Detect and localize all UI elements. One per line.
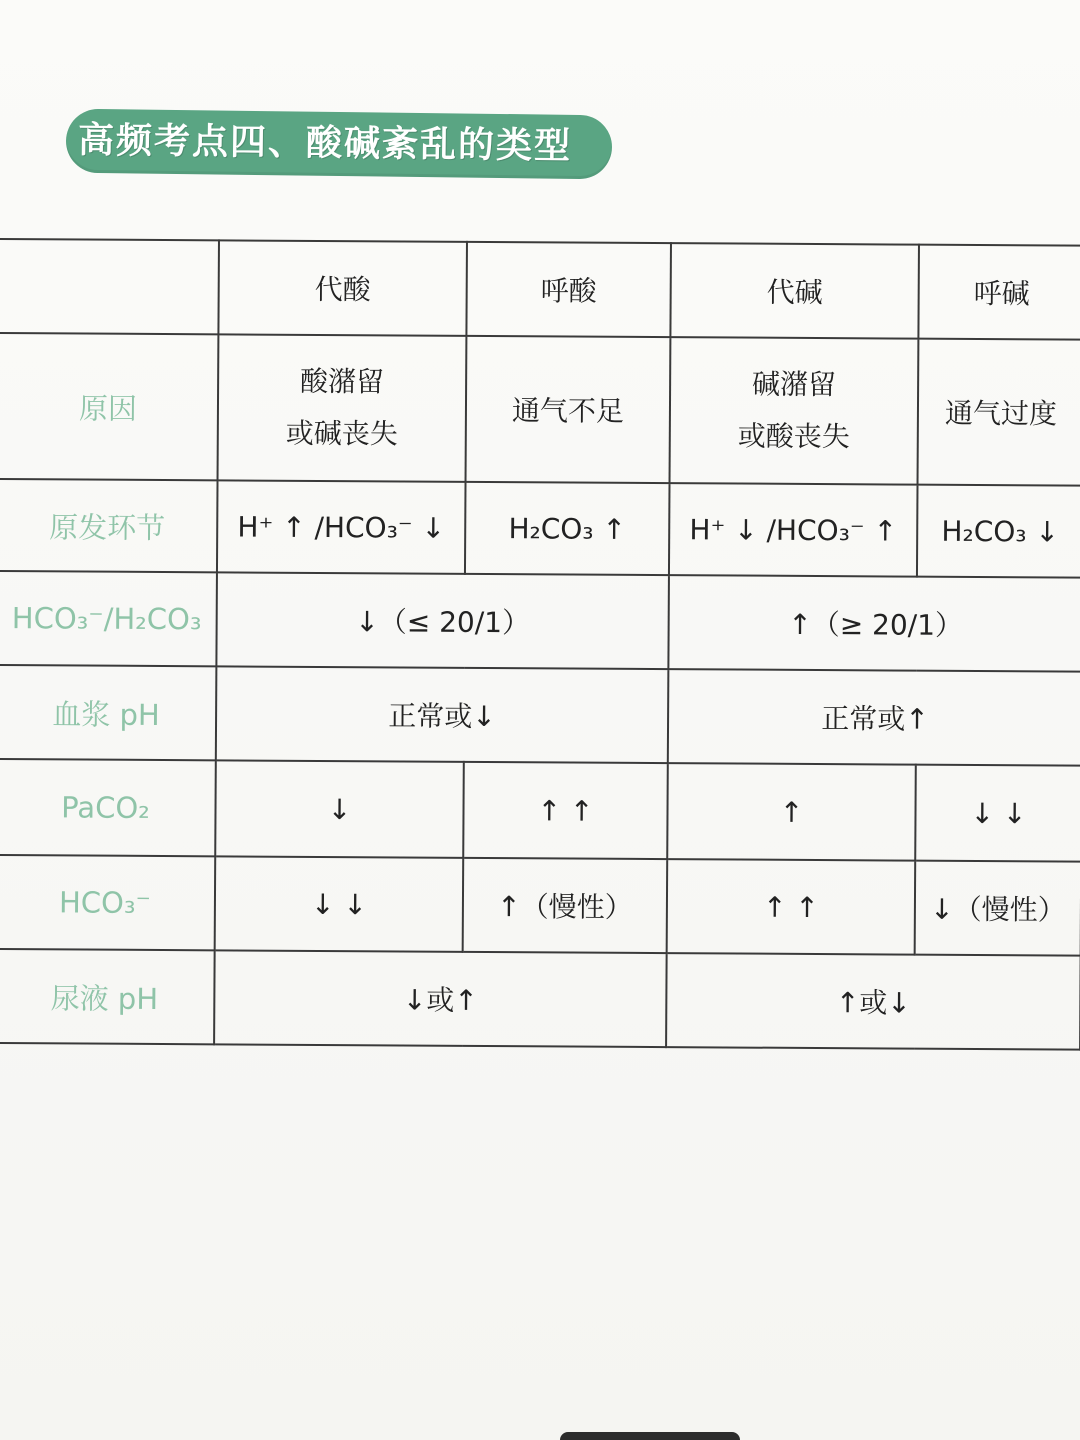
acid-base-table-wrapper <box>0 238 1080 1051</box>
header-metabolic-acidosis: 代酸 <box>218 240 467 336</box>
header-respiratory-alkalosis: 呼碱 <box>918 245 1080 340</box>
table-row-plasma-ph <box>0 665 1080 766</box>
cause-met-acid-line2: 或碱丧失 <box>285 416 398 451</box>
hco3-metabolic-alkalosis: ↑ ↑ <box>667 859 916 955</box>
page-title: 高频考点四、酸碱紊乱的类型 <box>77 119 573 168</box>
primary-metabolic-alkalosis: H⁺ ↓ /HCO₃⁻ ↑ <box>669 483 918 577</box>
row-label-paco2: PaCO₂ <box>0 759 216 856</box>
paco2-respiratory-alkalosis: ↓ ↓ <box>915 765 1080 862</box>
cause-met-acid-line1: 酸潴留 <box>300 364 385 399</box>
urine-ph-alkalosis: ↑或↓ <box>666 953 1080 1050</box>
ratio-acidosis: ↓（≤ 20/1） <box>216 572 669 669</box>
table-row-primary <box>0 479 1080 578</box>
header-row <box>0 239 1080 340</box>
hco3-metabolic-acidosis: ↓ ↓ <box>215 856 464 952</box>
row-label-ratio: HCO₃⁻/H₂CO₃ <box>0 571 217 666</box>
cause-metabolic-alkalosis <box>670 337 919 485</box>
binder-clip-edge <box>560 1432 740 1440</box>
paco2-metabolic-acidosis: ↓ <box>215 760 464 858</box>
primary-respiratory-alkalosis: H₂CO₃ ↓ <box>917 485 1080 578</box>
cause-respiratory-acidosis: 通气不足 <box>466 336 671 483</box>
cause-metabolic-acidosis <box>218 334 467 482</box>
plasma-ph-alkalosis: 正常或↑ <box>668 669 1080 766</box>
table-row-cause <box>0 333 1080 486</box>
primary-metabolic-acidosis: H⁺ ↑ /HCO₃⁻ ↓ <box>217 480 466 574</box>
row-label-hco3: HCO₃⁻ <box>0 855 215 950</box>
table-row-hco3 <box>0 855 1080 956</box>
table-row-ratio <box>0 571 1080 672</box>
row-label-plasma-ph: 血浆 pH <box>0 665 216 760</box>
hco3-respiratory-alkalosis: ↓（慢性） <box>915 861 1080 956</box>
table-row-urine-ph <box>0 949 1080 1050</box>
row-label-primary: 原发环节 <box>0 479 218 572</box>
row-label-urine-ph: 尿液 pH <box>0 949 215 1044</box>
plasma-ph-acidosis: 正常或↓ <box>216 666 669 763</box>
cause-met-alk-line1: 碱潴留 <box>752 367 837 402</box>
acid-base-table <box>0 238 1080 1051</box>
header-corner <box>0 239 219 334</box>
header-respiratory-acidosis: 呼酸 <box>466 242 671 337</box>
cause-respiratory-alkalosis: 通气过度 <box>918 339 1080 486</box>
hco3-respiratory-acidosis: ↑（慢性） <box>463 858 668 953</box>
urine-ph-acidosis: ↓或↑ <box>214 950 667 1047</box>
header-metabolic-alkalosis: 代碱 <box>670 243 919 339</box>
paco2-metabolic-alkalosis: ↑ <box>667 763 916 861</box>
cause-met-alk-line2: 或酸丧失 <box>737 419 850 454</box>
paco2-respiratory-acidosis: ↑ ↑ <box>463 762 668 859</box>
table-row-paco2 <box>0 759 1080 862</box>
ratio-alkalosis: ↑（≥ 20/1） <box>668 575 1080 672</box>
row-label-cause: 原因 <box>0 333 218 480</box>
primary-respiratory-acidosis: H₂CO₃ ↑ <box>465 482 670 575</box>
